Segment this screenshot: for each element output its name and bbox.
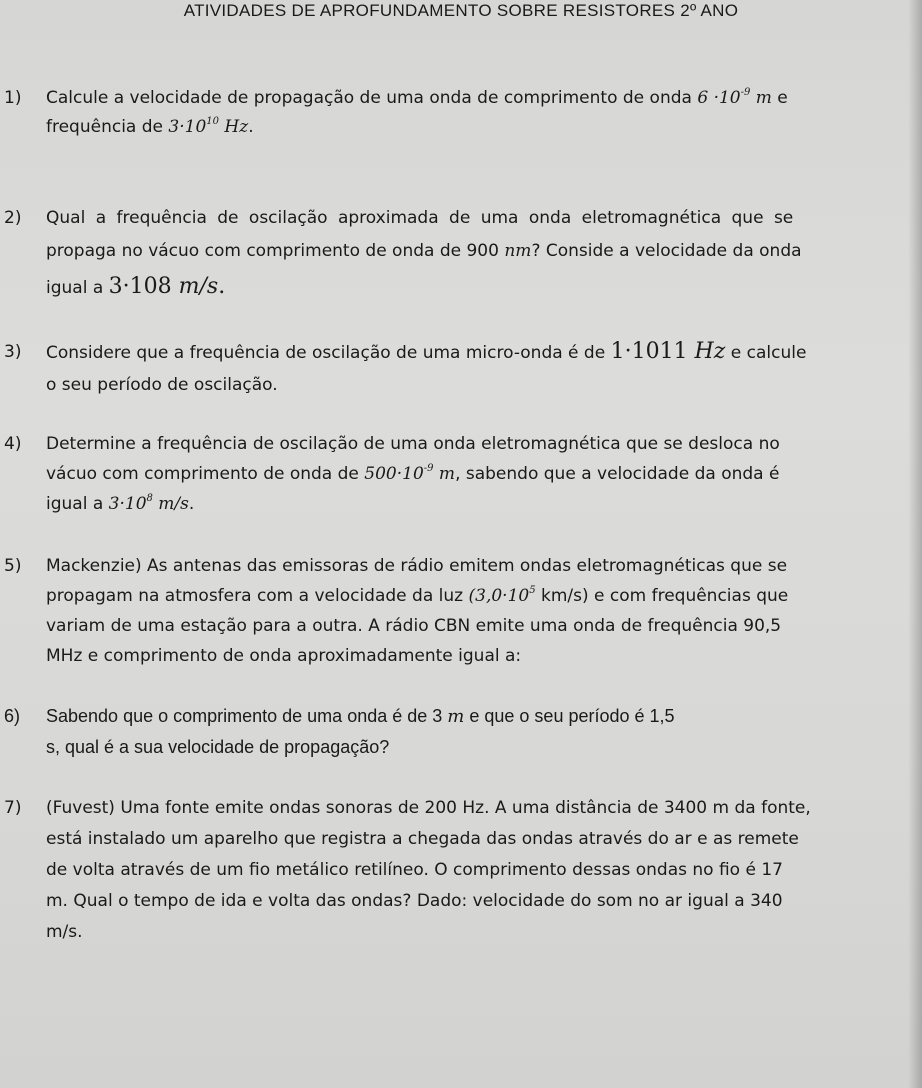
- question-number: 6): [4, 706, 21, 726]
- question-text: Qual a frequência de oscilação aproximada de uma onda eletromagnética que se propaga no vácuo com comprimento de onda de 900 nm? Conside a velocidade da onda igual a 3·108 m/s.: [46, 208, 802, 299]
- question-text: (Fuvest) Uma fonte emite ondas sonoras de 200 Hz. A uma distância de 3400 m da fonte, está instalado um aparelho que registra a chegada das ondas através do ar e as remete de volta através de um fio metálico retilíneo. O comprimento dessas ondas no fio é 17 m. Qual o tempo de ida e volta das ondas? Dado: velocidade do som no ar igual a 340 m/s.: [46, 798, 811, 942]
- question-number: 1): [4, 88, 22, 108]
- question-text: Sabendo que o comprimento de uma onda é de 3 m e que o seu período é 1,5 s, qual é a sua velocidade de propagação?: [46, 706, 675, 757]
- question-number: 2): [4, 208, 22, 228]
- question-number: 3): [4, 342, 22, 362]
- question-text: Calcule a velocidade de propagação de uma onda de comprimento de onda $6 \cdot 10^{-9}$ m e frequência de $3\cdot 10^{10}$ Hz.: [46, 87, 788, 137]
- page-title: ATIVIDADES DE APROFUNDAMENTO SOBRE RESISTORES 2º ANO: [183, 1, 739, 20]
- page-edge-shadow: [908, 0, 922, 1088]
- question-number: 5): [4, 556, 22, 576]
- question-text: Considere que a frequência de oscilação de uma micro-onda é de 1·1011 Hz e calcule o seu período de oscilação.: [46, 339, 807, 395]
- question-text: Determine a frequência de oscilação de uma onda eletromagnética que se desloca no vácuo com comprimento de onda de $500\cdot 10^{-9}$ m, sabendo que a velocidade da onda é igual a $3\cdot 10^8$ m/s.: [46, 434, 780, 514]
- question-text: Mackenzie) As antenas das emissoras de rádio emitem ondas eletromagnéticas que se propagam na atmosfera com a velocidade da luz ($3,0\cdot 10^5$ km/s) e com frequências que variam de uma estação para a outra. A rádio CBN emite uma onda de frequência 90,5 MHz e comprimento de onda aproximadamente igual a:: [46, 556, 789, 666]
- question-number: 7): [4, 798, 22, 818]
- question-number: 4): [4, 434, 22, 454]
